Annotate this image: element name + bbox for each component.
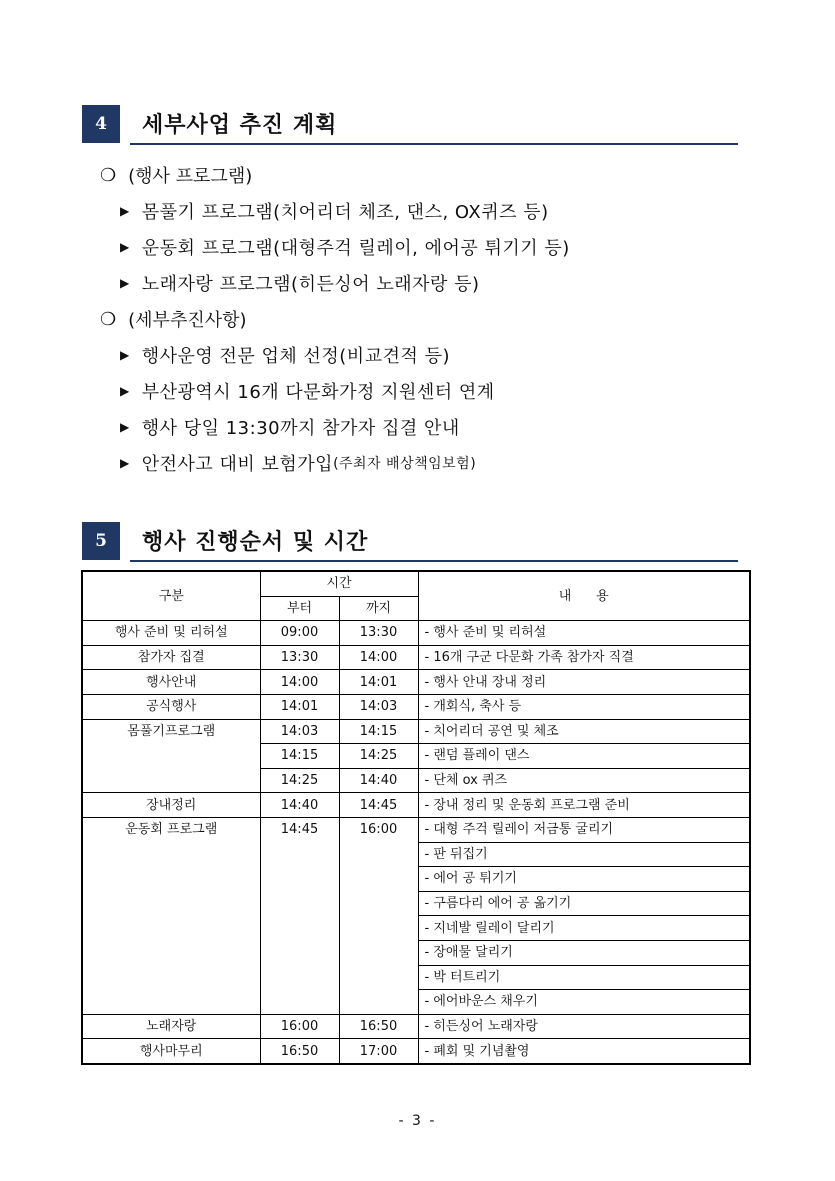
group-heading-text: (행사 프로그램)	[128, 166, 253, 187]
row-content: - 행사 준비 및 리허설	[418, 621, 750, 646]
plan-item	[100, 337, 780, 373]
triangle-bullet-icon: ▶	[120, 276, 130, 290]
row-content: - 박 터트리기	[418, 965, 750, 990]
group-heading	[100, 301, 780, 337]
row-content: - 구름다리 에어 공 옮기기	[418, 891, 750, 916]
plan-item-text: 안전사고 대비 보험가입	[141, 454, 334, 475]
triangle-bullet-icon: ▶	[120, 384, 130, 398]
section-5-title: 행사 진행순서 및 시간	[142, 530, 369, 555]
row-content: - 대형 주걱 릴레이 저금통 굴리기	[418, 817, 750, 842]
row-to: 14:03	[339, 694, 418, 719]
triangle-bullet-icon: ▶	[120, 456, 130, 470]
row-content: - 16개 구군 다문화 가족 참가자 직결	[418, 645, 750, 670]
table-row	[82, 1039, 750, 1064]
header-content: 내 용	[418, 571, 750, 621]
row-to: 17:00	[339, 1039, 418, 1064]
row-content: - 폐회 및 기념촬영	[418, 1039, 750, 1064]
schedule-table	[81, 570, 751, 1065]
row-category: 행사마무리	[82, 1039, 260, 1064]
group-heading	[100, 157, 780, 193]
plan-item-text: 행사 당일 13:30까지 참가자 집결 안내	[141, 418, 460, 439]
row-to: 14:15	[339, 719, 418, 744]
row-from: 14:15	[260, 744, 339, 769]
row-content: - 에어 공 튀기기	[418, 867, 750, 892]
section-4-header	[82, 105, 738, 143]
section-4-number: 4	[82, 105, 120, 143]
row-category: 몸풀기프로그램	[82, 719, 260, 793]
row-category: 행사 준비 및 리허설	[82, 621, 260, 646]
row-from: 16:50	[260, 1039, 339, 1064]
row-to: 16:50	[339, 1014, 418, 1039]
row-content: - 히든싱어 노래자랑	[418, 1014, 750, 1039]
table-row	[82, 817, 750, 842]
row-content: - 장애물 달리기	[418, 940, 750, 965]
plan-item-text: 운동회 프로그램(대형주걱 릴레이, 에어공 튀기기 등)	[141, 238, 570, 259]
table-header-row	[82, 571, 750, 596]
row-content: - 행사 안내 장내 정리	[418, 670, 750, 695]
triangle-bullet-icon: ▶	[120, 420, 130, 434]
row-category: 공식행사	[82, 694, 260, 719]
row-to: 14:25	[339, 744, 418, 769]
table-row	[82, 621, 750, 646]
circle-bullet-icon: ❍	[100, 308, 117, 330]
plan-item-note: (주최자 배상책임보험)	[333, 456, 477, 472]
row-to: 16:00	[339, 817, 418, 1014]
row-content: - 지네발 릴레이 달리기	[418, 916, 750, 941]
row-to: 14:01	[339, 670, 418, 695]
row-from: 16:00	[260, 1014, 339, 1039]
row-category: 노래자랑	[82, 1014, 260, 1039]
section-5-underline	[130, 560, 738, 562]
plan-item	[100, 229, 780, 265]
plan-item	[100, 193, 780, 229]
table-row	[82, 793, 750, 818]
table-row	[82, 694, 750, 719]
table-row	[82, 670, 750, 695]
header-to: 까지	[339, 596, 418, 621]
circle-bullet-icon: ❍	[100, 164, 117, 186]
row-content: - 랜덤 플레이 댄스	[418, 744, 750, 769]
row-category: 장내정리	[82, 793, 260, 818]
row-content: - 치어리더 공연 및 체조	[418, 719, 750, 744]
plan-item-text: 행사운영 전문 업체 선정(비교견적 등)	[141, 346, 450, 367]
plan-item-text: 노래자랑 프로그램(히든싱어 노래자랑 등)	[141, 274, 480, 295]
section-4-underline	[130, 143, 738, 145]
row-category: 행사안내	[82, 670, 260, 695]
plan-item-text: 부산광역시 16개 다문화가정 지원센터 연계	[141, 382, 495, 403]
table-row	[82, 719, 750, 744]
row-from: 09:00	[260, 621, 339, 646]
row-from: 14:40	[260, 793, 339, 818]
triangle-bullet-icon: ▶	[120, 348, 130, 362]
header-category: 구분	[82, 571, 260, 621]
row-from: 13:30	[260, 645, 339, 670]
row-to: 13:30	[339, 621, 418, 646]
row-category: 운동회 프로그램	[82, 817, 260, 1014]
section-5-number: 5	[82, 522, 120, 560]
section-5-header	[82, 522, 738, 560]
row-to: 14:40	[339, 768, 418, 793]
row-category: 참가자 집결	[82, 645, 260, 670]
plan-item	[100, 409, 780, 445]
triangle-bullet-icon: ▶	[120, 204, 130, 218]
row-content: - 장내 정리 및 운동회 프로그램 준비	[418, 793, 750, 818]
row-from: 14:00	[260, 670, 339, 695]
row-content: - 판 뒤집기	[418, 842, 750, 867]
table-row	[82, 1014, 750, 1039]
row-from: 14:01	[260, 694, 339, 719]
plan-item	[100, 445, 780, 481]
plan-item	[100, 265, 780, 301]
group-heading-text: (세부추진사항)	[128, 310, 247, 331]
row-to: 14:45	[339, 793, 418, 818]
row-from: 14:03	[260, 719, 339, 744]
triangle-bullet-icon: ▶	[120, 240, 130, 254]
plan-item-text: 몸풀기 프로그램(치어리더 체조, 댄스, OX퀴즈 등)	[141, 202, 549, 223]
row-to: 14:00	[339, 645, 418, 670]
header-from: 부터	[260, 596, 339, 621]
header-time: 시간	[260, 571, 418, 596]
row-content: - 개회식, 축사 등	[418, 694, 750, 719]
section-4-title: 세부사업 추진 계획	[142, 113, 338, 138]
row-content: - 에어바운스 채우기	[418, 990, 750, 1015]
page-number: - 3 -	[398, 1113, 437, 1129]
row-from: 14:25	[260, 768, 339, 793]
row-content: - 단체 ox 퀴즈	[418, 768, 750, 793]
row-from: 14:45	[260, 817, 339, 1014]
table-row	[82, 645, 750, 670]
section-4-plan	[100, 157, 780, 481]
plan-item	[100, 373, 780, 409]
